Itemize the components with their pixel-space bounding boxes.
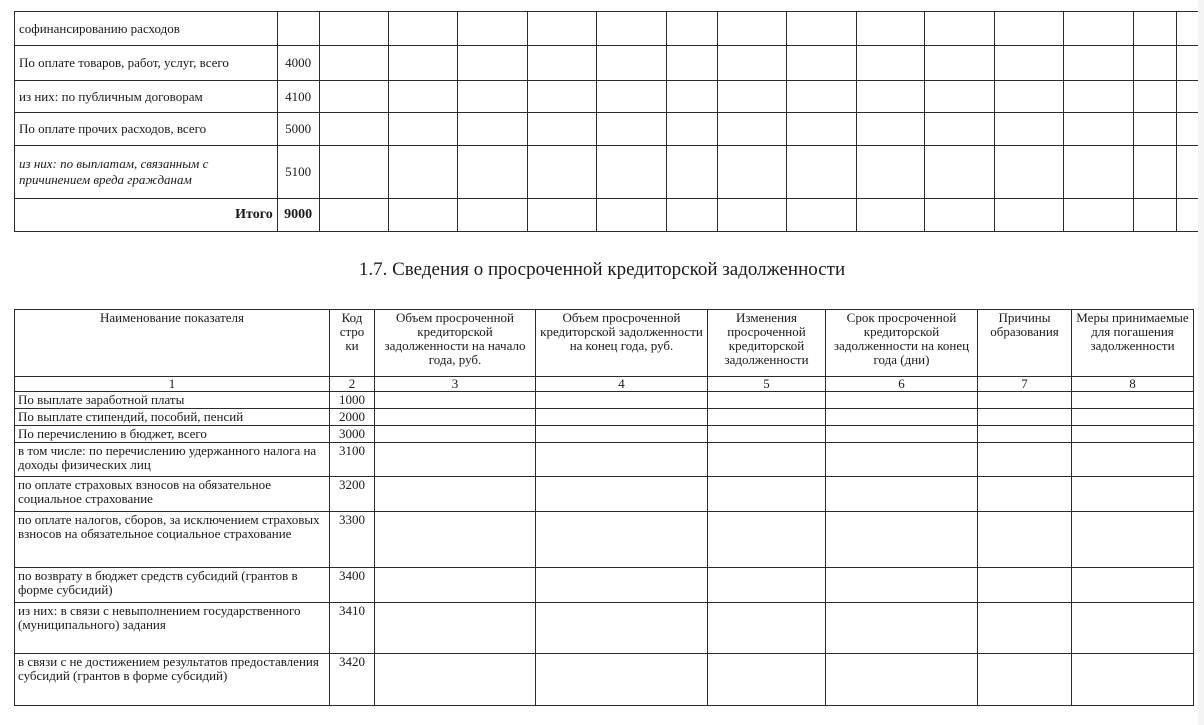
column-header: Наименование показателя xyxy=(15,310,330,377)
table-row xyxy=(15,392,1194,409)
row-label: в связи с не достижением результатов предоставления субсидий (грантов в форме субсидий) xyxy=(15,654,330,706)
row-label: По выплате стипендий, пособий, пенсий xyxy=(15,409,330,426)
table-row xyxy=(15,654,1194,706)
row-label: из них: в связи с невыполнением государственного (муниципального) задания xyxy=(15,603,330,654)
row-code: 2000 xyxy=(330,409,375,426)
column-number: 4 xyxy=(536,377,708,392)
total-code: 9000 xyxy=(277,199,319,232)
table-row xyxy=(15,146,1204,199)
table-row xyxy=(15,12,1204,46)
column-header: Меры принимаемые для погашения задолженности xyxy=(1072,310,1194,377)
row-label: по возврату в бюджет средств субсидий (грантов в форме субсидий) xyxy=(15,568,330,603)
row-code: 3200 xyxy=(330,477,375,512)
row-label: софинансированию расходов xyxy=(15,12,278,46)
column-header: Объем просроченной кредиторской задолженности на начало года, руб. xyxy=(375,310,536,377)
row-code: 5100 xyxy=(277,146,319,199)
overdue-payables-table xyxy=(14,309,1194,706)
column-number: 7 xyxy=(978,377,1072,392)
row-code: 3100 xyxy=(330,443,375,477)
row-label: по оплате налогов, сборов, за исключением страховых взносов на обязательное социальное страхование xyxy=(15,512,330,568)
column-header: Срок просроченной кредиторской задолженности на конец года (дни) xyxy=(826,310,978,377)
table-row xyxy=(15,477,1194,512)
total-label: Итого xyxy=(15,199,278,232)
row-code: 3300 xyxy=(330,512,375,568)
column-number: 5 xyxy=(708,377,826,392)
row-label: из них: по выплатам, связанным с причинением вреда гражданам xyxy=(15,146,278,199)
column-number-row xyxy=(15,377,1194,392)
row-code: 4000 xyxy=(277,46,319,81)
row-label: По выплате заработной платы xyxy=(15,392,330,409)
table-row xyxy=(15,113,1204,146)
column-number: 2 xyxy=(330,377,375,392)
row-label: По оплате товаров, работ, услуг, всего xyxy=(15,46,278,81)
column-number: 6 xyxy=(826,377,978,392)
table-row xyxy=(15,443,1194,477)
table-row xyxy=(15,409,1194,426)
row-code: 3410 xyxy=(330,603,375,654)
row-label: По оплате прочих расходов, всего xyxy=(15,113,278,146)
total-row xyxy=(15,199,1204,232)
column-number: 3 xyxy=(375,377,536,392)
section-title: 1.7. Сведения о просроченной кредиторской задолженности xyxy=(358,259,846,280)
column-header: Код стро ки xyxy=(330,310,375,377)
row-code: 1000 xyxy=(330,392,375,409)
row-code xyxy=(277,12,319,46)
scan-edge xyxy=(1198,0,1204,725)
row-code: 5000 xyxy=(277,113,319,146)
header-row xyxy=(15,310,1194,377)
column-number: 8 xyxy=(1072,377,1194,392)
table-row xyxy=(15,512,1194,568)
column-header: Изменения просроченной кредиторской задолженности xyxy=(708,310,826,377)
row-label: из них: по публичным договорам xyxy=(15,81,278,113)
row-label: в том числе: по перечислению удержанного налога на доходы физических лиц xyxy=(15,443,330,477)
row-label: по оплате страховых взносов на обязательное социальное страхование xyxy=(15,477,330,512)
table-row xyxy=(15,603,1194,654)
table-row xyxy=(15,426,1194,443)
row-code: 3420 xyxy=(330,654,375,706)
table-row xyxy=(15,81,1204,113)
row-code: 3000 xyxy=(330,426,375,443)
table-row xyxy=(15,568,1194,603)
row-label: По перечислению в бюджет, всего xyxy=(15,426,330,443)
row-code: 3400 xyxy=(330,568,375,603)
column-number: 1 xyxy=(15,377,330,392)
column-header: Причины образования xyxy=(978,310,1072,377)
row-code: 4100 xyxy=(277,81,319,113)
column-header: Объем просроченной кредиторской задолженности на конец года, руб. xyxy=(536,310,708,377)
table-row xyxy=(15,46,1204,81)
top-debt-table xyxy=(14,11,1204,232)
